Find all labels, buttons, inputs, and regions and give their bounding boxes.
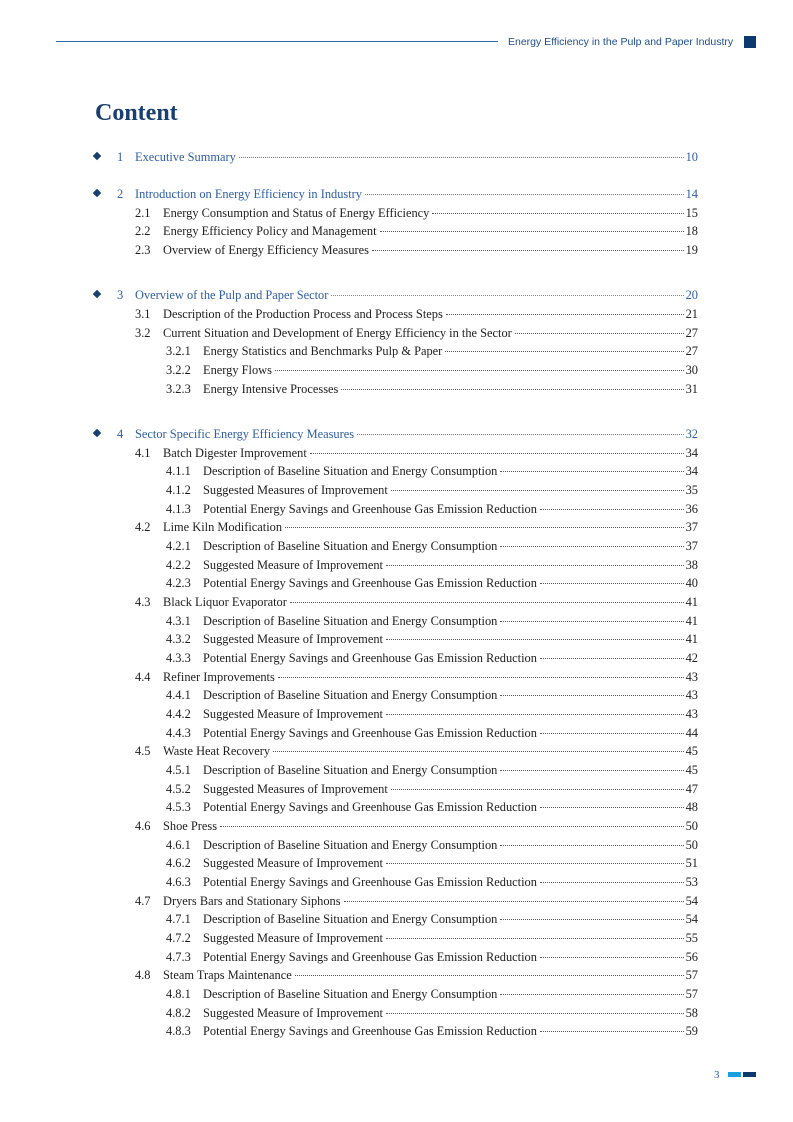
- toc-entry-number: 4.3.3: [166, 651, 191, 665]
- dot-leader: [391, 490, 684, 491]
- toc-entry-page: 56: [685, 950, 698, 964]
- toc-entry-number: 2.2: [135, 224, 151, 238]
- toc-entry[interactable]: [117, 425, 698, 443]
- diamond-bullet-icon: [93, 429, 101, 437]
- toc-entry[interactable]: [135, 324, 698, 342]
- dot-leader: [540, 882, 684, 883]
- toc-entry-page: 43: [685, 688, 698, 702]
- toc-entry[interactable]: [166, 481, 698, 499]
- toc-entry-number: 4.5.3: [166, 800, 191, 814]
- toc-entry-label: Steam Traps Maintenance: [163, 968, 292, 982]
- dot-leader: [386, 938, 684, 939]
- toc-entry-number: 4.8.1: [166, 987, 191, 1001]
- dot-leader: [500, 770, 683, 771]
- diamond-bullet-icon: [93, 152, 101, 160]
- toc-entry-number: 4.3: [135, 595, 151, 609]
- toc-entry-label: Energy Efficiency Policy and Management: [163, 224, 377, 238]
- toc-entry-number: 4.4.3: [166, 726, 191, 740]
- dot-leader: [445, 351, 683, 352]
- toc-entry[interactable]: [166, 556, 698, 574]
- toc-entry-page: 21: [685, 307, 698, 321]
- toc-entry[interactable]: [166, 574, 698, 592]
- toc-entry-label: Executive Summary: [135, 150, 236, 164]
- toc-entry[interactable]: [135, 742, 698, 760]
- dot-leader: [220, 826, 684, 827]
- toc-entry[interactable]: [166, 1004, 698, 1022]
- toc-entry-page: 45: [685, 744, 698, 758]
- toc-entry-number: 4.7.2: [166, 931, 191, 945]
- toc-entry-number: 4.4.1: [166, 688, 191, 702]
- toc-entry-label: Description of Baseline Situation and Energy Consumption: [203, 614, 498, 628]
- toc-entry-label: Suggested Measure of Improvement: [203, 707, 383, 721]
- toc-entry-page: 41: [685, 614, 698, 628]
- footer-accent-dark-icon: [743, 1072, 756, 1077]
- toc-entry-page: 45: [685, 763, 698, 777]
- toc-entry-page: 20: [685, 288, 698, 302]
- toc-entry[interactable]: [166, 854, 698, 872]
- toc-entry-page: 43: [685, 707, 698, 721]
- toc-entry[interactable]: [117, 148, 698, 166]
- toc-entry-page: 18: [685, 224, 698, 238]
- toc-entry-number: 4.2.1: [166, 539, 191, 553]
- page-title: Content: [95, 100, 178, 126]
- toc-entry[interactable]: [166, 361, 698, 379]
- toc-entry-page: 54: [685, 894, 698, 908]
- dot-leader: [239, 157, 684, 158]
- toc-entry[interactable]: [166, 724, 698, 742]
- toc-entry-label: Description of Baseline Situation and Energy Consumption: [203, 464, 498, 478]
- toc-entry-page: 47: [685, 782, 698, 796]
- toc-entry-number: 4.7: [135, 894, 151, 908]
- dot-leader: [500, 845, 683, 846]
- toc-entry-label: Suggested Measure of Improvement: [203, 632, 383, 646]
- toc-entry[interactable]: [135, 668, 698, 686]
- toc-entry-page: 59: [685, 1024, 698, 1038]
- toc-entry-label: Energy Intensive Processes: [203, 382, 339, 396]
- toc-entry[interactable]: [135, 222, 698, 240]
- toc-entry-number: 4.2: [135, 520, 151, 534]
- toc-entry-label: Potential Energy Savings and Greenhouse Gas Emission Reduction: [203, 651, 537, 665]
- toc-entry-number: 4.8.3: [166, 1024, 191, 1038]
- toc-entry-page: 54: [685, 912, 698, 926]
- toc-entry-label: Potential Energy Savings and Greenhouse Gas Emission Reduction: [203, 800, 537, 814]
- toc-entry-number: 4.3.2: [166, 632, 191, 646]
- toc-entry-page: 41: [685, 632, 698, 646]
- toc-entry-number: 3.2.2: [166, 363, 191, 377]
- toc-entry-number: 3.1: [135, 307, 151, 321]
- toc-entry-page: 50: [685, 819, 698, 833]
- dot-leader: [540, 807, 684, 808]
- dot-leader: [273, 751, 684, 752]
- toc-entry-label: Description of Baseline Situation and Energy Consumption: [203, 763, 498, 777]
- toc-entry-label: Description of the Production Process and Process Steps: [163, 307, 443, 321]
- toc-entry[interactable]: [166, 910, 698, 928]
- toc-entry-page: 31: [685, 382, 698, 396]
- toc-entry-page: 34: [685, 464, 698, 478]
- toc-entry-number: 4.1.3: [166, 502, 191, 516]
- toc-entry-label: Batch Digester Improvement: [163, 446, 307, 460]
- toc-entry-page: 37: [685, 539, 698, 553]
- toc-entry-number: 4.2.3: [166, 576, 191, 590]
- dot-leader: [295, 975, 684, 976]
- toc-entry[interactable]: [135, 593, 698, 611]
- toc-entry-page: 32: [685, 427, 698, 441]
- toc-entry[interactable]: [135, 444, 698, 462]
- toc-entry[interactable]: [166, 342, 698, 360]
- toc-entry[interactable]: [166, 686, 698, 704]
- toc-entry[interactable]: [166, 380, 698, 398]
- dot-leader: [386, 565, 684, 566]
- toc-entry-number: 3: [117, 288, 124, 302]
- dot-leader: [391, 789, 684, 790]
- toc-entry-label: Black Liquor Evaporator: [163, 595, 287, 609]
- toc-entry-number: 4.5.1: [166, 763, 191, 777]
- toc-entry-page: 50: [685, 838, 698, 852]
- toc-entry[interactable]: [166, 780, 698, 798]
- toc-entry-number: 4.2.2: [166, 558, 191, 572]
- toc-entry-page: 40: [685, 576, 698, 590]
- toc-entry-number: 4.6.3: [166, 875, 191, 889]
- toc-entry-number: 4.8.2: [166, 1006, 191, 1020]
- dot-leader: [344, 901, 684, 902]
- toc-entry-label: Potential Energy Savings and Greenhouse Gas Emission Reduction: [203, 726, 537, 740]
- toc-entry-number: 4.1.2: [166, 483, 191, 497]
- dot-leader: [386, 863, 684, 864]
- dot-leader: [500, 695, 683, 696]
- toc-entry-number: 4.3.1: [166, 614, 191, 628]
- toc-entry-page: 37: [685, 520, 698, 534]
- toc-entry-label: Energy Consumption and Status of Energy Efficiency: [163, 206, 430, 220]
- toc-entry-label: Suggested Measure of Improvement: [203, 856, 383, 870]
- dot-leader: [386, 714, 684, 715]
- dot-leader: [275, 370, 684, 371]
- toc-entry-label: Description of Baseline Situation and Energy Consumption: [203, 912, 498, 926]
- toc-entry-number: 2: [117, 187, 124, 201]
- dot-leader: [540, 658, 684, 659]
- toc-entry[interactable]: [135, 892, 698, 910]
- toc-entry-label: Shoe Press: [163, 819, 218, 833]
- dot-leader: [500, 994, 683, 995]
- toc-entry-page: 19: [685, 243, 698, 257]
- toc-entry-page: 42: [685, 651, 698, 665]
- toc-entry-number: 4.6.2: [166, 856, 191, 870]
- dot-leader: [432, 213, 683, 214]
- page-number: 3: [714, 1069, 720, 1081]
- toc-entry-page: 51: [685, 856, 698, 870]
- toc-entry[interactable]: [166, 948, 698, 966]
- toc-entry-number: 4.5.2: [166, 782, 191, 796]
- toc-entry-number: 4.1: [135, 446, 151, 460]
- toc-entry-label: Potential Energy Savings and Greenhouse Gas Emission Reduction: [203, 502, 537, 516]
- toc-entry-label: Dryers Bars and Stationary Siphons: [163, 894, 341, 908]
- toc-entry[interactable]: [135, 305, 698, 323]
- dot-leader: [290, 602, 684, 603]
- toc-entry-page: 55: [685, 931, 698, 945]
- toc-entry-label: Potential Energy Savings and Greenhouse Gas Emission Reduction: [203, 576, 537, 590]
- toc-entry[interactable]: [166, 500, 698, 518]
- dot-leader: [380, 231, 684, 232]
- toc-entry-number: 4.8: [135, 968, 151, 982]
- toc-entry-label: Suggested Measure of Improvement: [203, 931, 383, 945]
- toc-entry-page: 14: [685, 187, 698, 201]
- dot-leader: [500, 919, 683, 920]
- toc-entry[interactable]: [117, 286, 698, 304]
- toc-entry-label: Refiner Improvements: [163, 670, 275, 684]
- toc-entry-number: 4: [117, 427, 124, 441]
- dot-leader: [500, 471, 683, 472]
- toc-entry-page: 41: [685, 595, 698, 609]
- toc-entry-label: Energy Flows: [203, 363, 272, 377]
- toc-entry-number: 4.1.1: [166, 464, 191, 478]
- dot-leader: [310, 453, 684, 454]
- dot-leader: [331, 295, 683, 296]
- toc-entry[interactable]: [166, 462, 698, 480]
- diamond-bullet-icon: [93, 189, 101, 197]
- dot-leader: [341, 389, 683, 390]
- toc-entry-number: 2.1: [135, 206, 151, 220]
- toc-entry-page: 57: [685, 987, 698, 1001]
- toc-entry-page: 10: [685, 150, 698, 164]
- toc-entry-label: Overview of the Pulp and Paper Sector: [135, 288, 329, 302]
- toc-entry-label: Lime Kiln Modification: [163, 520, 283, 534]
- toc-entry-label: Suggested Measures of Improvement: [203, 782, 388, 796]
- toc-entry-page: 15: [685, 206, 698, 220]
- dot-leader: [540, 509, 684, 510]
- toc-entry-label: Energy Statistics and Benchmarks Pulp & Paper: [203, 344, 443, 358]
- toc-entry-page: 48: [685, 800, 698, 814]
- toc-entry[interactable]: [166, 836, 698, 854]
- dot-leader: [500, 546, 683, 547]
- dot-leader: [540, 1031, 684, 1032]
- toc-entry-label: Potential Energy Savings and Greenhouse Gas Emission Reduction: [203, 875, 537, 889]
- toc-entry-label: Description of Baseline Situation and Energy Consumption: [203, 539, 498, 553]
- toc-entry-label: Description of Baseline Situation and Energy Consumption: [203, 987, 498, 1001]
- toc-entry-page: 30: [685, 363, 698, 377]
- toc-entry-label: Potential Energy Savings and Greenhouse Gas Emission Reduction: [203, 1024, 537, 1038]
- toc-entry[interactable]: [135, 204, 698, 222]
- toc-entry[interactable]: [166, 537, 698, 555]
- toc-entry[interactable]: [166, 798, 698, 816]
- toc-entry[interactable]: [135, 241, 698, 259]
- toc-entry-number: 3.2.3: [166, 382, 191, 396]
- toc-entry-number: 4.4.2: [166, 707, 191, 721]
- toc-entry[interactable]: [166, 761, 698, 779]
- toc-entry-label: Overview of Energy Efficiency Measures: [163, 243, 369, 257]
- toc-entry-label: Suggested Measure of Improvement: [203, 1006, 383, 1020]
- dot-leader: [365, 194, 684, 195]
- toc-entry[interactable]: [166, 873, 698, 891]
- toc-entry-label: Waste Heat Recovery: [163, 744, 271, 758]
- dot-leader: [372, 250, 684, 251]
- toc-entry[interactable]: [166, 705, 698, 723]
- toc-entry-number: 4.4: [135, 670, 151, 684]
- toc-entry-page: 34: [685, 446, 698, 460]
- toc-entry-page: 35: [685, 483, 698, 497]
- dot-leader: [357, 434, 684, 435]
- toc-entry-number: 4.6: [135, 819, 151, 833]
- toc-entry-page: 36: [685, 502, 698, 516]
- toc-entry-number: 4.7.3: [166, 950, 191, 964]
- toc-entry-page: 44: [685, 726, 698, 740]
- toc-entry-page: 38: [685, 558, 698, 572]
- toc-entry-label: Sector Specific Energy Efficiency Measures: [135, 427, 355, 441]
- dot-leader: [500, 621, 683, 622]
- dot-leader: [540, 583, 684, 584]
- toc-entry-label: Description of Baseline Situation and Energy Consumption: [203, 688, 498, 702]
- toc-entry-page: 43: [685, 670, 698, 684]
- toc-entry[interactable]: [135, 966, 698, 984]
- toc-entry[interactable]: [117, 185, 698, 203]
- dot-leader: [540, 733, 684, 734]
- toc-entry-number: 1: [117, 150, 124, 164]
- toc-entry[interactable]: [166, 612, 698, 630]
- toc-entry-label: Suggested Measures of Improvement: [203, 483, 388, 497]
- toc-entry[interactable]: [166, 929, 698, 947]
- header-rule: [56, 41, 498, 42]
- toc-entry[interactable]: [166, 649, 698, 667]
- toc-entry-label: Suggested Measure of Improvement: [203, 558, 383, 572]
- toc-entry-label: Introduction on Energy Efficiency in Industry: [135, 187, 362, 201]
- toc-entry[interactable]: [135, 817, 698, 835]
- dot-leader: [540, 957, 684, 958]
- dot-leader: [278, 677, 684, 678]
- toc-entry-page: 27: [685, 344, 698, 358]
- dot-leader: [285, 527, 684, 528]
- diamond-bullet-icon: [93, 290, 101, 298]
- toc-entry-page: 27: [685, 326, 698, 340]
- toc-entry-number: 3.2.1: [166, 344, 191, 358]
- dot-leader: [386, 639, 684, 640]
- footer-accent-light-icon: [728, 1072, 741, 1077]
- toc-entry-number: 2.3: [135, 243, 151, 257]
- toc-entry-page: 58: [685, 1006, 698, 1020]
- toc-entry-number: 4.7.1: [166, 912, 191, 926]
- toc-entry[interactable]: [135, 518, 698, 536]
- toc-entry-label: Description of Baseline Situation and Energy Consumption: [203, 838, 498, 852]
- toc-entry[interactable]: [166, 630, 698, 648]
- toc-entry[interactable]: [166, 1022, 698, 1040]
- dot-leader: [446, 314, 684, 315]
- toc-entry-number: 3.2: [135, 326, 151, 340]
- toc-entry-label: Potential Energy Savings and Greenhouse Gas Emission Reduction: [203, 950, 537, 964]
- toc-entry-label: Current Situation and Development of Energy Efficiency in the Sector: [163, 326, 512, 340]
- dot-leader: [386, 1013, 684, 1014]
- header-square-icon: [744, 36, 756, 48]
- dot-leader: [515, 333, 684, 334]
- toc-entry[interactable]: [166, 985, 698, 1003]
- toc-entry-number: 4.5: [135, 744, 151, 758]
- running-header-title: Energy Efficiency in the Pulp and Paper Industry: [508, 36, 734, 48]
- toc-entry-page: 57: [685, 968, 698, 982]
- toc-entry-page: 53: [685, 875, 698, 889]
- toc-entry-number: 4.6.1: [166, 838, 191, 852]
